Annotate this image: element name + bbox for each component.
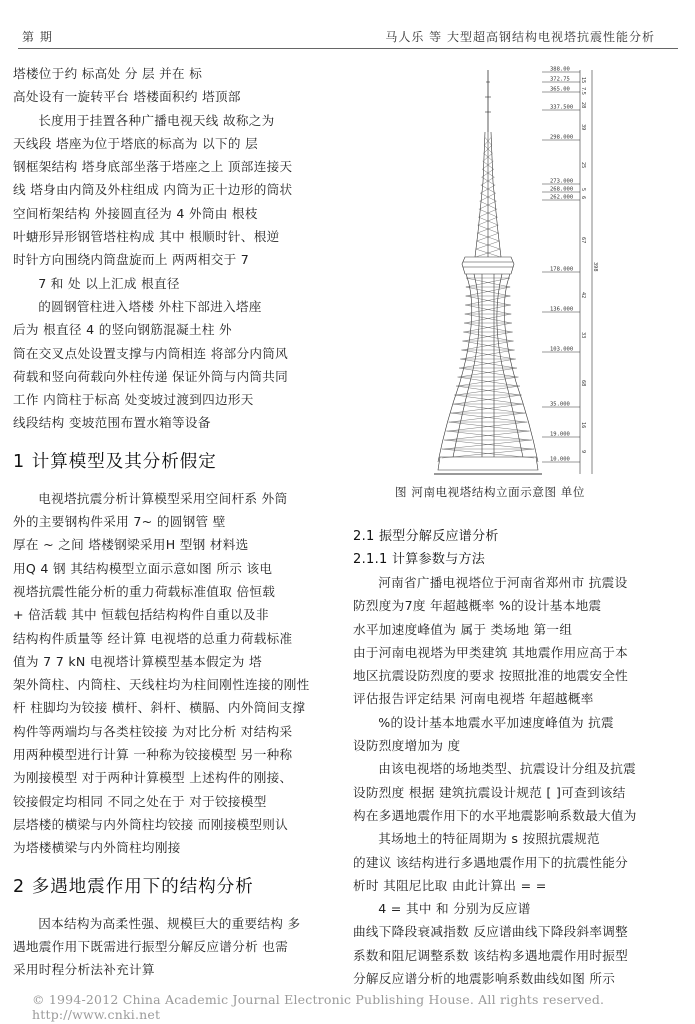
text-line: 系数和阻尼调整系数 该结构多遇地震作用时振型 [353,947,629,963]
elevation-label: 103.000 [550,346,574,353]
tower-elevation-figure [430,62,600,482]
tower-drawing [434,70,542,474]
text-line: 天线段 塔座为位于塔底的标高为 以下的 层 [13,135,258,151]
text-line: 设防烈度增加为 度 [353,738,461,754]
text-line: 后为 根直径 4 的竖向钢筋混凝土柱 外 [13,322,232,338]
text-line: 塔楼位于约 标高处 分 层 并在 标 [13,66,203,81]
dimension-label: 16 [580,422,586,429]
section-2-paragraph [13,912,328,982]
text-line: 工作 内筒柱于标高 处变坡过渡到四边形天 [13,392,254,408]
dimension-label: 42 [580,292,586,299]
intro-paragraph [13,62,328,435]
text-line: 由于河南电视塔为甲类建筑 其地震作用应高于本 [353,644,629,660]
text-line: 因本结构为高柔性强、规模巨大的重要结构 多 [38,915,301,931]
text-line: 杆 柱脚均为铰接 横杆、斜杆、横膈、内外筒间支撑 [13,700,306,716]
elevation-label: 388.00 [550,66,570,73]
text-line: 电视塔抗震分析计算模型采用空间杆系 外筒 [38,490,288,506]
text-line: 高处设有一旋转平台 塔楼面积约 塔顶部 [13,89,241,105]
text-line: 铰接假定均相同 不同之处在于 对于铰接模型 [13,793,267,809]
running-header-issue: 第 期 [22,30,53,44]
dimension-label: 25 [580,162,586,169]
text-line: 构在多遇地震作用下的水平地震影响系数最大值为 [353,807,637,823]
text-line: 析时 其阻尼比取 由此计算出 = = [353,877,547,893]
running-header-title: 马人乐 等 大型超高钢结构电视塔抗震性能分析 [385,30,655,44]
text-line: 遇地震作用下既需进行振型分解反应谱分析 也需 [13,938,289,954]
figure-caption: 图 河南电视塔结构立面示意图 单位 [395,485,586,499]
text-line: 构件等两端均与各类柱铰接 为对比分析 对结构采 [13,723,293,739]
paragraph-response-spectrum [353,757,675,990]
subsection-2-1-heading: 2.1 振型分解反应谱分析 [353,529,499,544]
text-line: 分解反应谱分析的地震影响系数曲线如图 所示 [353,971,616,987]
right-column [353,525,675,990]
text-line: 设防烈度 根据 建筑抗震设计规范 [ ]可查到该结 [353,784,626,800]
text-line: 7 和 处 以上汇成 根直径 [38,275,180,291]
header-rule [18,48,678,49]
dimension-label: 28 [580,102,586,109]
text-line: 层塔楼的横梁与内外筒柱均铰接 而刚接模型则认 [13,816,289,832]
section-2-heading: 2 多遇地震作用下的结构分析 [13,876,254,897]
elevation-label: 365.00 [550,86,570,93]
text-line: 线段结构 变坡范围布置水箱等设备 [13,415,211,431]
left-column [13,62,328,981]
text-line: 时针方向围绕内筒盘旋而上 两两相交于 7 [13,252,250,268]
dimension-label: 9 [580,450,586,454]
elevation-label: 178.000 [550,266,574,273]
elevation-label: 136.000 [550,306,574,313]
text-line: 筒在交叉点处设置支撑与内筒相连 将部分内筒风 [13,345,289,361]
elevation-label: 372.75 [550,76,570,83]
text-line: 评估报告评定结果 河南电视塔 年超越概率 [353,691,594,707]
text-line: 采用时程分析法补充计算 [13,962,155,978]
text-line: 架外筒柱、内筒柱、天线柱均为柱间刚性连接的刚性 [13,677,310,693]
text-line: 视塔抗震性能分析的重力荷载标准值取 倍恒载 [13,583,276,599]
text-line: 长度用于挂置各种广播电视天线 故称之为 [38,112,275,128]
elevation-label: 298.000 [550,134,574,141]
text-line: 水平加速度峰值为 属于 类场地 第一组 [353,621,573,637]
text-line: + 倍活载 其中 恒载包括结构构件自重以及非 [13,607,269,623]
text-line: 叶螗形异形钢管塔柱构成 其中 根顺时针、根逆 [13,229,280,245]
text-line: 4 = 其中 和 分别为反应谱 [378,901,531,917]
text-line: 河南省广播电视塔位于河南省郑州市 抗震设 [378,575,628,590]
text-line: 结构构件质量等 经计算 电视塔的总重力荷载标准 [13,630,293,646]
text-line: 其场地土的特征周期为 s 按照抗震规范 [378,831,600,847]
text-line: 的圆钢管柱进入塔楼 外柱下部进入塔座 [38,298,262,314]
text-line: 曲线下降段衰减指数 反应谱曲线下降段斜率调整 [353,924,629,940]
text-line: 空间桁架结构 外接圆直径为 4 外筒由 根枝 [13,205,258,221]
text-line: 由该电视塔的场地类型、抗震设计分组及抗震 [378,761,637,777]
paragraph-seismic-params [353,571,675,757]
text-line: 为刚接模型 对于两种计算模型 上述构件的刚接、 [13,770,293,786]
elevation-label: 262.000 [550,194,574,201]
elevation-label: 19.000 [550,431,570,438]
elevation-label: 10.000 [550,456,570,463]
elevation-label: 268.000 [550,186,574,193]
text-line: 用Q 4 钢 其结构模型立面示意如图 所示 该电 [13,560,273,576]
text-line: 厚在 ~ 之间 塔楼钢梁采用H 型钢 材料选 [13,537,249,553]
dimension-label: 6 [580,196,586,200]
text-line: 为塔楼横梁与内外筒柱均刚接 [13,840,181,856]
text-line: 钢框架结构 塔身底部坐落于塔座之上 顶部连接天 [13,159,293,175]
elevation-label: 337.500 [550,104,574,111]
text-line: 防烈度为7度 年超越概率 %的设计基本地震 [353,598,602,614]
total-height-label: 398 [592,262,598,272]
dimension-label: 39 [580,124,586,131]
dimension-label: 33 [580,332,586,339]
dimension-label: 5 [580,188,586,192]
dimension-label: 7.5 [580,87,586,95]
text-line: 的建议 该结构进行多遇地震作用下的抗震性能分 [353,854,629,870]
dimension-label: 67 [580,237,586,244]
text-line: 外的主要钢构件采用 7~ 的圆钢管 壁 [13,514,226,530]
subsection-2-1-1-heading: 2.1.1 计算参数与方法 [353,552,486,567]
text-line: 荷载和竖向荷载向外柱传递 保证外筒与内筒共同 [13,368,289,384]
text-line: 值为 7 7 kN 电视塔计算模型基本假定为 塔 [13,653,262,669]
text-line: 线 塔身由内筒及外柱组成 内筒为正十边形的筒状 [13,182,293,198]
copyright-footer: © 1994-2012 China Academic Journal Electronic Publishing House. All rights reserved. http://www.cnki.net [32,992,605,1022]
dimension-label: 68 [580,380,586,387]
elevation-label: 35.000 [550,401,570,408]
dimension-label: 15 [580,77,586,84]
section-1-paragraph [13,487,328,860]
elevation-label: 273.000 [550,178,574,185]
text-line: 用两种模型进行计算 一种称为铰接模型 另一种称 [13,747,293,763]
section-1-heading: 1 计算模型及其分析假定 [13,451,217,472]
text-line: 地区抗震设防烈度的要求 按照批准的地震安全性 [353,668,629,684]
text-line: %的设计基本地震水平加速度峰值为 抗震 [378,714,614,730]
